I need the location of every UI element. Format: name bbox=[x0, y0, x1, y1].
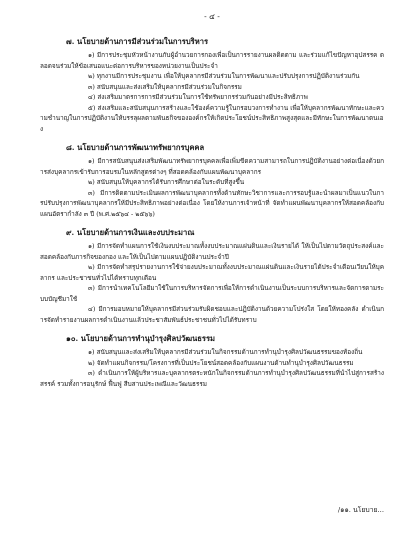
section-item: ๔) มีการมอบหมายให้บุคลากรมีส่วนร่วมรับผิดชอบและปฏิบัติงานด้วยความโปร่งใส โดยให้ทองคลัง ดำเนินการจัดทำรายงานผลการดำเนินงานแล้วประชาสัมพันธ์ประชาชนทั่วไปได้รับทราบ bbox=[40, 305, 384, 324]
section-item: ๓) มีการติดตามประเมินผลการพัฒนาบุคลากรทั้งด้านทักษะวิชาการและการรอบรู้และนำผลมาเป็นแนวในการปรับปรุงการพัฒนาบุคลากรให้มีประสิทธิภาพอย่างต่อเนื่อง โดยให้งานการเจ้าหน้าที่ จัดทำแผนพัฒนาบุคลากรให้สอดคล้องกับแผนอัตรากำลัง ๓ ปี (พ.ศ.๒๕๖๔ - ๒๕๖๖) bbox=[40, 188, 384, 218]
section-arts-culture bbox=[40, 334, 384, 389]
section-item: ๑) มีการจัดทำแผนการใช้เงินงบประมาณทั้งงบประมาณแผ่นดินและเงินรายได้ ให้เป็นไปตามวัตถุประสงค์และสอดคล้องกับภารกิจของกอง และให้เป็นไปตามแผนปฏิบัติงานประจำปี bbox=[40, 242, 384, 261]
section-item: ๒) จัดทำแผนกิจกรรม/โครงการที่เป็นประโยชน์สอดคล้องกับแผนงานด้านทำนุบำรุงศิลปวัฒนธรรม bbox=[88, 358, 354, 367]
continuation-footer: /๑๑. นโยบาย... bbox=[337, 506, 384, 514]
section-heading: ๑๐. นโยบายด้านการทำนุบำรุงศิลปวัฒนธรรม bbox=[66, 334, 216, 343]
section-finance-budget bbox=[40, 228, 384, 325]
page-number: - ๔ - bbox=[204, 12, 220, 21]
section-item: ๓) ดำเนินการให้ผู้บริหารและบุคลากรตระหนักในกิจกรรมด้านการทำนุบำรุงศิลปวัฒนธรรมที่นำไปสู่การสร้างสรรค์ รวมทั้งการอนุรักษ์ ฟื้นฟู สืบสานประเพณีและวัฒนธรรม bbox=[40, 369, 384, 388]
section-item: ๓) มีการนำเทคโนโลยีมาใช้ในการบริหารจัดการเพื่อให้การดำเนินงานเป็นระบบการบริหารและจัดการตามระบบบัญชีมาใช้ bbox=[40, 284, 384, 303]
section-item: ๑) มีการประชุมหัวหน้างานกับผู้อำนวยการกองเพื่อเป็นการรายงานผลติดตาม และร่วมแก้ไขปัญหาอุปสรรค ตลอดจนร่วมให้ข้อเสนอแนะต่อการบริหารของหน่วยงานเป็นประจำ bbox=[40, 51, 384, 70]
section-item: ๒) มีการจัดทำสรุปรายงานการใช้จ่ายงบประมาณทั้งงบประมาณแผ่นดินและเงินรายได้ประจำเดือนเวียนให้บุคลากร และประชาชนทั่วไปได้ทราบทุกเดือน bbox=[40, 263, 384, 282]
section-item: ๕) ส่งเสริมและสนับสนุนการสร้างและใช้องค์ความรู้ในกรอบวงการทำงาน เพื่อให้บุคลากรพัฒนาทักษะและความชำนาญในการปฏิบัติงานให้บรรลุผลตามพันธกิจขององค์กรให้เกิดประโยชน์ประสิทธิภาพสูงสุดและมีทักษะในการพัฒนาตนเอง bbox=[40, 103, 384, 133]
section-item: ๑) สนับสนุนและส่งเสริมให้บุคลากรมีส่วนร่วมในกิจกรรมด้านการทำนุบำรุงศิลปวัฒนธรรมของท้องถิ่น bbox=[88, 348, 363, 356]
section-item: ๓) สนับสนุนและส่งเสริมให้บุคลากรมีส่วนร่วมในกิจกรรม bbox=[88, 82, 242, 91]
section-item: ๑) มีการสนับสนุนส่งเสริมพัฒนาทรัพยากรบุคคลเพื่อเพิ่มขีดความสามารถในการปฏิบัติงานอย่างต่อเนื่องด้วยการส่งบุคลากรเข้ารับการอบรมในหลักสูตรต่างๆ ที่สอดคล้องกับแผนพัฒนาบุคลากร bbox=[40, 157, 384, 176]
section-item: ๒) ทุกงานมีการประชุมงาน เพื่อให้บุคลากรมีส่วนร่วมในการพัฒนาและปรับปรุงการปฏิบัติงานร่วมกัน bbox=[88, 72, 360, 80]
section-participation bbox=[40, 37, 384, 134]
section-heading: ๘. นโยบายด้านการพัฒนาทรัพยากรบุคคล bbox=[66, 143, 205, 152]
section-heading: ๙. นโยบายด้านการเงินและงบประมาณ bbox=[66, 228, 195, 237]
section-item: ๒) สนับสนุนให้บุคลากรได้รับการศึกษาต่อในระดับที่สูงขึ้น bbox=[88, 178, 245, 186]
section-heading: ๗. นโยบายด้านการมีส่วนร่วมในการบริหาร bbox=[66, 37, 209, 46]
section-human-resources bbox=[40, 143, 384, 219]
section-item: ๔) ส่งเสริมมาตรการการมีส่วนร่วมในการใช้ทรัพยากรร่วมกันอย่างมีประสิทธิภาพ bbox=[88, 93, 308, 101]
